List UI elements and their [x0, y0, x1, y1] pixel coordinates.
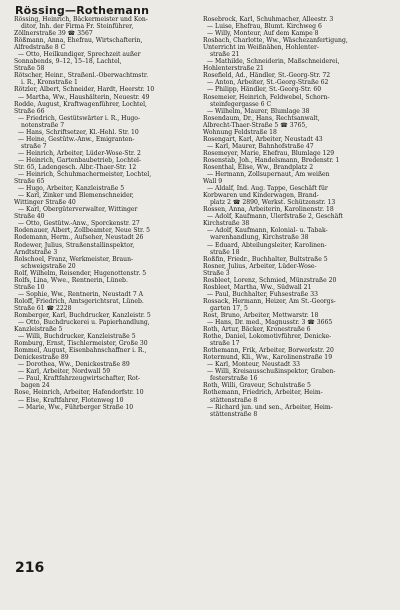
directory-entry-line: Wittinger Straße 40	[14, 199, 76, 207]
directory-entry-line: Rosendaum, Dr., Hans, Rechtsanwalt,	[203, 114, 320, 122]
directory-entry-line: — Philipp, Händler, St.-Georg-Str. 60	[207, 86, 322, 94]
directory-entry-line: — Anton, Arbeiter, St.-Georg-Straße 62	[207, 79, 329, 87]
directory-entry-line: — Hans, Schriftsetzer, Kl.-Hehl. Str. 10	[18, 128, 139, 136]
directory-entry-line: Roth, Artur, Bäcker, Kronestraße 6	[203, 326, 311, 334]
directory-entry-line: — Paul, Kraftfahrzeugwirtschafter, Rot-	[18, 375, 141, 383]
left-column	[14, 16, 198, 411]
directory-entry-line: steinfegergasse 6 C	[210, 100, 272, 108]
directory-entry-line: Rötscher, Heinr., Straßenl.-Oberwachtmstr.	[14, 72, 149, 80]
directory-entry-line: Str. 65, Ladengesch. Albr.-Thaer-Str. 12	[14, 163, 137, 171]
directory-entry-line: — Karl, Maurer, Bahnhofstraße 47	[207, 142, 314, 150]
directory-entry-line: Alfredstraße 8 C	[14, 44, 66, 52]
directory-entry-line: — Willi, Kreisausschußinspektor, Graben-	[207, 368, 336, 376]
directory-entry-line: — Heine, Gestütw.-Anw., Emigranten-	[18, 135, 135, 143]
directory-entry-line: — Karl, Arbeiter, Nordwall 59	[18, 368, 111, 376]
directory-entry-line: Rosbleet, Lorenz, Schmied, Münzstraße 20	[203, 276, 337, 284]
directory-entry-line: Rötzler, Albert, Schneider, Hardt, Heerstr. 10	[14, 86, 155, 94]
directory-entry-line: Rosner, Julius, Arbeiter, Lüder-Wose-	[203, 262, 317, 270]
directory-entry-line: — Friedrich, Gestütswärter i. R., Hugo-	[18, 114, 141, 122]
page-header: Rössing—Rothemann	[15, 4, 150, 17]
right-column	[203, 16, 387, 418]
directory-entry-line: — Paul, Buchhalter, Fuhsestraße 33	[207, 290, 318, 298]
directory-entry-line: Rothemann, Frik, Arbeiter, Borwerkstr. 20	[203, 347, 334, 355]
directory-entry-line: garten 17, 5	[210, 304, 248, 312]
directory-entry-line: — Hans, Dr. med., Magnusstr. 3 ☎ 3665	[207, 319, 333, 327]
directory-entry-line: Hohlenterstraße 21	[203, 65, 264, 73]
directory-entry-line: — Sophie, Ww., Rentnerin, Neustadt 7 A	[18, 290, 144, 298]
directory-entry-line: ditor, Inh. der Firma Fr. Steinführer,	[21, 23, 134, 31]
directory-entry-line: Rosbleet, Martha, Ww., Südwall 21	[203, 283, 312, 291]
directory-entry-line: — Mathilde, Schneiderin, Maßschneiderei,	[207, 58, 340, 66]
directory-entry-line: Rößmann, Anna, Ehefrau, Wirtschafterin,	[14, 37, 143, 45]
directory-entry-line: Straße 61 ☎ 2228	[14, 304, 72, 312]
directory-entry-line: Rossack, Hermann, Heizer, Am St.-Georgs-	[203, 297, 336, 305]
directory-entry-line: Arndtstraße 3	[14, 248, 58, 256]
directory-entry-line: Denickestraße 89	[14, 354, 69, 362]
directory-entry-line: — Willy, Monteur, Auf dem Kampe 8	[207, 30, 319, 38]
directory-entry-line: Korbwaren und Kinderwagen, Brand-	[203, 192, 319, 200]
directory-entry-line: Wohnung Feldstraße 18	[203, 128, 277, 136]
directory-entry-line: platz 2 ☎ 2890, Werkst. Schützenstr. 13	[210, 199, 336, 207]
directory-entry-line: — Richard jun. und sen., Arbeiter, Heim-	[207, 403, 333, 411]
directory-entry-line: Rössing, Heinrich, Bäckermeister und Kon-	[14, 16, 148, 23]
directory-entry-line: Rodde, August, Kraftwagenführer, Lochtel,	[14, 100, 147, 108]
directory-entry-line: stättenstraße 8	[210, 410, 258, 418]
directory-entry-line: Kanzleistraße 5	[14, 326, 63, 334]
directory-entry-line: Rosenthal, Elise, Ww., Brandplatz 2	[203, 163, 314, 171]
directory-entry-line: Unterricht im Weißnähen, Hohlenter-	[203, 44, 319, 52]
directory-entry-line: Zöllnerstraße 39 ☎ 3567	[14, 30, 93, 38]
directory-entry-line: festerstraße 16	[210, 375, 258, 383]
directory-entry-line: — Otto, Heilkundiger, Sprechzeit außer	[18, 51, 141, 59]
directory-entry-line: Wall 9	[203, 178, 223, 186]
directory-entry-line: straße 7	[21, 142, 47, 150]
directory-entry-line: Romburg, Ernst, Tischlermeister, Große 30	[14, 340, 148, 348]
directory-entry-line: Rommel, August, Eisenbahnschaffner i. R.,	[14, 347, 147, 355]
directory-entry-line: Straße 58	[14, 65, 45, 73]
directory-entry-line: notenstraße 7	[21, 121, 65, 129]
directory-entry-line: — Karl, Zinker und Blemenschneider,	[18, 192, 134, 200]
directory-entry-line: Straße 65	[14, 178, 45, 186]
directory-entry-line: Roth, Willi, Graveur, Schulstraße 5	[203, 382, 311, 390]
directory-entry-line: — Hermann, Zollsupernaut, Am weißen	[207, 171, 330, 179]
directory-entry-line: Straße 10	[14, 283, 45, 291]
directory-entry-line: — Otto, Gestütw.-Anw., Sporckenstr. 27	[18, 220, 140, 228]
directory-entry-line: Romberger, Karl, Buchdrucker, Kanzleistr. 5	[14, 311, 151, 319]
directory-entry-line: warenhandlung, Kirchstraße 38	[210, 234, 309, 242]
directory-entry-line: Rosebrock, Karl, Schuhmacher, Alleestr. 3	[203, 16, 334, 23]
directory-entry-line: Rosefield, Ad., Händler, St.-Georg-Str. 72	[203, 72, 331, 80]
directory-entry-line: — Aldalf, Ind. Aug. Tappe, Geschäft für	[207, 185, 328, 193]
directory-entry-line: Rothe, Daniel, Lokomotivführer, Denicke-	[203, 333, 332, 341]
directory-entry-line: Rodemann, Herm., Aufseher, Neustadt 26	[14, 234, 144, 242]
directory-entry-line: — Adolf, Kaufmann, Ulerfstraße 2, Geschäft	[207, 213, 343, 221]
directory-entry-line: i. R., Kronstraße 1	[21, 79, 78, 87]
directory-entry-line: Rost, Bruno, Arbeiter, Mettwarstr. 18	[203, 311, 319, 319]
directory-entry-line: Rothemann, Friedrich, Arbeiter, Heim-	[203, 389, 323, 397]
directory-entry-line: — Karl, Obergüterverwalter, Wittinger	[18, 206, 138, 214]
directory-entry-line: Rolschoel, Franz, Werkmeister, Braun-	[14, 255, 134, 263]
directory-entry-line: — Else, Kraftfahrer, Flotenweg 10	[18, 396, 124, 404]
directory-entry-line: Straße 66	[14, 107, 45, 115]
directory-entry-line: Kirchstraße 38	[203, 220, 250, 228]
directory-entry-line: — Karl, Monteur, Neustadt 33	[207, 361, 300, 369]
directory-entry-line: Rosbach, Charlotte, Ww., Wäschezanfertigung,	[203, 37, 348, 45]
directory-entry-line: stättenstraße 8	[210, 396, 258, 404]
directory-entry-line: Rolfs, Lina, Wwe., Rentnerin, Lüneb.	[14, 276, 128, 284]
directory-entry-line: Rosemeier, Heinrich, Feldwebel, Schorn-	[203, 93, 330, 101]
directory-entry-line: straße 18	[210, 248, 240, 256]
directory-entry-line: — Willi, Buchdrucker, Kanzleistraße 5	[18, 333, 136, 341]
directory-entry-line: — Wilhelm, Maurer, Blumlage 38	[207, 107, 310, 115]
directory-entry-line: Rosengart, Karl, Arbeiter, Neustadt 43	[203, 135, 323, 143]
directory-entry-line: Rossen, Anna, Arbeiterin, Karolinenstr. 18	[203, 206, 334, 214]
directory-entry-line: — Hugo, Arbeiter, Kanzleistraße 5	[18, 185, 125, 193]
directory-entry-line: — Heinrich, Arbeiter, Lüder-Wose-Str. 2	[18, 149, 141, 157]
directory-entry-line: Rosemeyer, Marie, Ehefrau, Blumlage 129	[203, 149, 335, 157]
directory-entry-line: Rolf, Wilhelm, Reisender, Hugenottenstr. 5	[14, 269, 147, 277]
directory-entry-line: — Eduard, Abteilungsleiter, Karolinen-	[207, 241, 327, 249]
directory-entry-line: Straße 40	[14, 213, 45, 221]
directory-entry-line: Roloff, Friedrich, Amtsgerichtsrat, Lüneb.	[14, 297, 144, 305]
directory-entry-line: straße 17	[210, 340, 240, 348]
directory-entry-line: Rose, Heinrich, Arbeiter, Hafendorfstr. 10	[14, 389, 144, 397]
directory-entry-line: Rodewer, Julius, Straßenstallinspektor,	[14, 241, 135, 249]
directory-entry-line: Rosenstab, Joh., Handelsmann, Bredenstr. 1	[203, 156, 340, 164]
directory-entry-line: schweigstraße 20	[21, 262, 76, 270]
directory-entry-line: Roßfin, Friedr., Buchhalter, Bultstraße 5	[203, 255, 328, 263]
directory-entry-line: — Marie, Ww., Führberger Straße 10	[18, 403, 134, 411]
directory-entry-line: Rotermund, Kli., Ww., Karolinenstraße 19	[203, 354, 333, 362]
directory-entry-line: — Heinrich, Schuhmachermeister, Lochtel,	[18, 171, 152, 179]
directory-entry-line: — Martha, Ww., Haushälterin, Neuestr. 49	[18, 93, 150, 101]
page-number: 216	[15, 560, 45, 576]
directory-entry-line: bagen 24	[21, 382, 50, 390]
directory-entry-line: Albrecht-Thaer-Straße 5 ☎ 3765,	[203, 121, 308, 129]
directory-entry-line: — Dorothea, Ww., Denickestraße 89	[18, 361, 130, 369]
directory-entry-line: straße 21	[210, 51, 240, 59]
directory-entry-line: Sonnabends, 9–12, 15–18, Lachtel,	[14, 58, 122, 66]
directory-entry-line: — Heinrich, Gartenbaubetrieb, Lochtel-	[18, 156, 142, 164]
directory-entry-line: — Luise, Ehefrau, Blumt. Kirchweg 6	[207, 23, 322, 31]
directory-entry-line: Rodenauer, Albert, Zollbeamter, Neue Str. 5	[14, 227, 150, 235]
directory-entry-line: — Adolf, Kaufmann, Kolonial- u. Tabak-	[207, 227, 328, 235]
directory-entry-line: — Otto, Buchdruckerei u. Papierhandlung,	[18, 319, 150, 327]
directory-entry-line: Straße 3	[203, 269, 230, 277]
